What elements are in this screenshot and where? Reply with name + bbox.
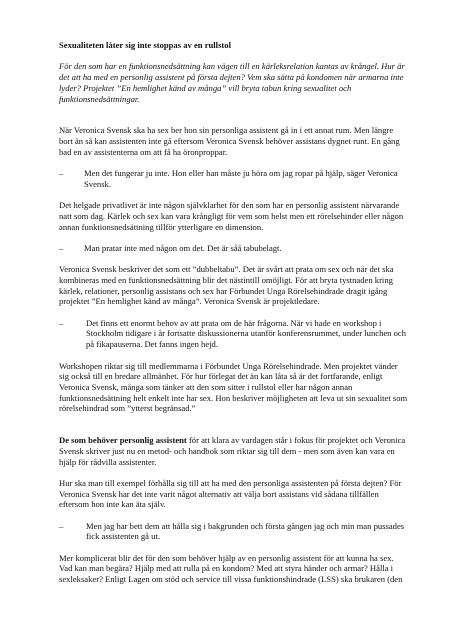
paragraph (59, 435, 408, 467)
quote-text: Det finns ett enormt behov av att prata om de här frågorna. När vi hade en workshop i Stockholm tidigare i år fortsatte diskussionerna utanför konferensrummet, under lunchen och på fikapauserna. Det fanns ingen hejd. (86, 317, 407, 350)
paragraph: Veronica Svensk beskriver det som ett ”dubbeltabu”. Det är svårt att prata om sex och när det ska kombineras med en funktionsnedsättning blir det nästintill omöjligt. För att bryta tystnaden kring kärlek, relationer, personlig assistans och sex har Förbundet Unga Rörelsehindrade dragit igång projektet ”En hemlighet känd av många”. Veronica Svensk är projektledare. (59, 264, 394, 307)
article-lead: För den som har en funktionsnedsättning kan vägen till en kärleksrelation kantas av krångel. Hur är det att ha med en personlig assistent på första dejten? Vem ska sätta på kondomen när armarna inte lyder? Projektet ”En hemlighet känd av många” vill bryta tabun kring sexualitet och funktionsnedsättningar. (59, 61, 405, 104)
paragraph: Det helgade privatlivet är inte någon självklarhet för den som har en personlig assistent närvarande natt som dag. Kärlek och sex kan vara krångligt för vem som helst men ett rörelsehinder eller någon annan funktionsnedsättning tillför ytterligare en dimension. (59, 200, 404, 232)
quote-item (59, 318, 408, 350)
article-title: Sexualiteten låter sig inte stoppas av en rullstol (59, 40, 231, 50)
dash-bullet: – (59, 242, 64, 253)
quote-item (59, 243, 408, 254)
quote-text: Men jag har bett dem att hålla sig i bakgrunden och första gången jag och min man pussades fick assistenten gå ut. (86, 520, 405, 542)
dash-bullet: – (59, 168, 64, 178)
paragraph: Hur ska man till exempel förhålla sig till att ha med den personliga assistenten på första dejten? För Veronica Svensk har det inte varit något alternativ att välja bort assistans vid sådana tillfällen eftersom hon inte kan äta själv. (59, 477, 402, 510)
section-lead-bold: De som behöver personlig assistent (59, 435, 187, 446)
dash-bullet: – (59, 520, 64, 531)
quote-text: Men det fungerar ju inte. Hon eller han måste ju höra om jag ropar på hjälp, säger Veronica Svensk. (84, 168, 398, 189)
paragraph: När Veronica Svensk ska ha sex ber hon sin personliga assistent gå in i ett annat rum. Men längre bort än så kan assistenten inte gå eftersom Veronica Svensk behöver assistans dygnet runt. En gång bad en av assistenterna om att få ha öronproppar. (59, 125, 400, 157)
paragraph: Mer komplicerat blir det för den som behöver hjälp av en personlig assistent för att kunna ha sex. Vad kan man begära? Hjälp med att rulla på en kondom? Med att styra händer och armar? Hålla i sexleksaker? Enligt Lagen om stöd och service till vissa funktionshindrade (LSS) ska brukaren (den (59, 552, 403, 585)
quote-item (59, 521, 408, 542)
quote-text: Man pratar inte med någon om det. Det är såå tabubelagt. (84, 242, 282, 253)
document-body (59, 40, 408, 596)
dash-bullet: – (59, 317, 64, 328)
quote-item (59, 168, 408, 189)
paragraph: Workshopen riktar sig till medlemmarna i Förbundet Unga Rörelsehindrade. Men projektet vänder sig också till en bredare allmänhet. För hur förlegat det än kan låta så är det fortfarande, enligt Veronica Svensk, många som tänker att den som sitter i rullstol eller har någon annan funktionsnedsättning helt enkelt inte har sex. Hon beskriver möjligheten att leva ut sin sexualitet som rörelsehindrad som ”ytterst begränsad.” (59, 360, 408, 414)
section-lead-rest: för att klara av vardagen står i fokus för projektet och Veronica Svensk skriver just nu en metod- och handbok som riktar sig till dem - men som även kan vara en hjälp för rådvilla assistenter. (59, 435, 406, 467)
